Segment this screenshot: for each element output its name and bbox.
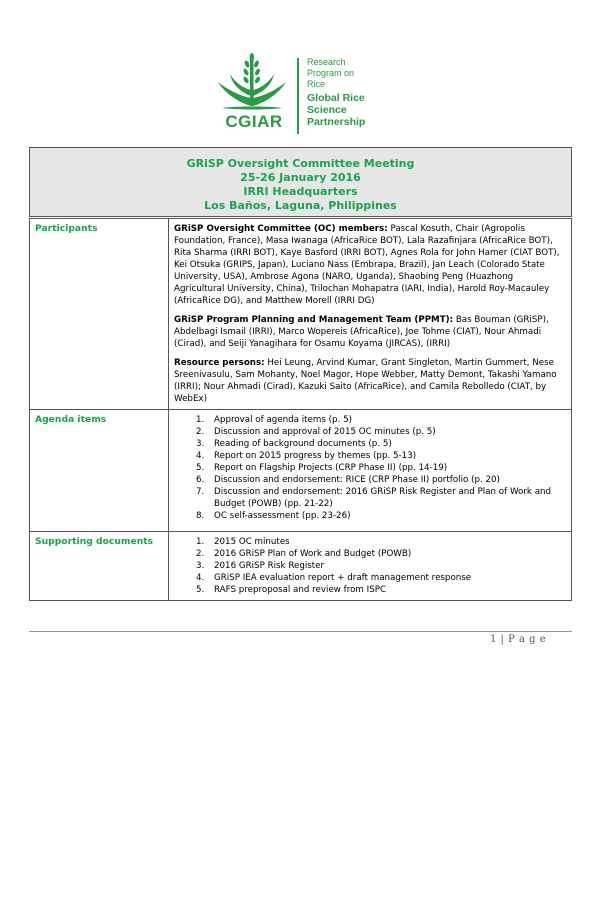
list-item: [196, 572, 566, 584]
list-item: [196, 474, 566, 486]
logo-line-science: Science: [307, 104, 347, 116]
page-number: 1 | P a g e: [490, 634, 547, 645]
list-item: [196, 536, 566, 548]
list-item: [196, 462, 566, 474]
logo-wordmark: CGIAR: [225, 112, 283, 131]
oc-heading: GRiSP Oversight Committee (OC) members:: [174, 224, 388, 234]
item-text: Discussion and endorsement: 2016 GRiSP Risk Register and Plan of Work and Budget (POWB) (pp. 21-22): [214, 487, 552, 509]
item-text: Report on 2015 progress by themes (pp. 5-13): [214, 451, 417, 461]
list-item: [196, 426, 566, 438]
meeting-title: GRiSP Oversight Committee Meeting: [186, 157, 415, 170]
list-item: [196, 414, 566, 426]
list-item: [196, 438, 566, 450]
participants-label: Participants: [30, 219, 169, 410]
agenda-row: [30, 410, 572, 532]
logo-line-program: Program on: [307, 68, 355, 78]
item-text: Reading of background documents (p. 5): [214, 439, 392, 449]
item-number: 2.: [196, 427, 205, 437]
item-text: Discussion and endorsement: RICE (CRP Phase II) portfolio (p. 20): [214, 475, 500, 485]
item-text: OC self-assessment (pp. 23-26): [214, 511, 351, 521]
cgiar-logo: [212, 52, 392, 136]
ppmt-heading: GRiSP Program Planning and Management Team (PPMT):: [174, 315, 454, 325]
item-number: 3.: [196, 439, 205, 449]
logo-line-global-rice: Global Rice: [307, 92, 365, 104]
list-item: [196, 510, 566, 522]
item-number: 5.: [196, 585, 205, 595]
logo-text: [307, 57, 365, 128]
agenda-content: [169, 410, 572, 532]
item-text: GRiSP IEA evaluation report + draft management response: [214, 573, 472, 583]
item-text: 2015 OC minutes: [214, 537, 290, 547]
oc-members: [174, 223, 566, 307]
supporting-list: [174, 536, 566, 596]
meeting-location: Los Baños, Laguna, Philippines: [204, 199, 397, 212]
resource-persons: [174, 357, 566, 405]
item-number: 3.: [196, 561, 205, 571]
item-number: 7.: [196, 487, 205, 497]
meeting-venue: IRRI Headquarters: [243, 185, 358, 198]
item-number: 6.: [196, 475, 205, 485]
item-text: Report on Flagship Projects (CRP Phase II) (pp. 14-19): [214, 463, 448, 473]
oc-text: Pascal Kosuth, Chair (Agropolis Foundation, France), Masa Iwanaga (AfricaRice BOT), Lala Razafinjara (AfricaRice BOT), Rita Sharma (IRRI BOT), Kaye Basford (IRRI BOT), Agnes Rola for John Hamer (CIAT BOT), Kei Otsuka (GRIPS, Japan), Luciano Nass (Embrapa, Brazil), Jan Leach (Colorado State University, USA), Ambrose Agona (NARO, Uganda), Shaobing Peng (Huazhong Agricultural University, China), Trilochan Mohapatra (IARI, India), Harold Roy-Macauley (AfricaRice DG), and Matthew Morell (IRRI DG): [174, 224, 560, 306]
list-item: [196, 584, 566, 596]
agenda-list: [174, 414, 566, 522]
logo-line-partnership: Partnership: [307, 116, 366, 128]
item-number: 8.: [196, 511, 205, 521]
item-text: Approval of agenda items (p. 5): [214, 415, 352, 425]
list-item: [196, 548, 566, 560]
supporting-row: [30, 532, 572, 601]
item-number: 4.: [196, 451, 205, 461]
list-item: [196, 560, 566, 572]
supporting-label: Supporting documents: [30, 532, 169, 601]
meeting-header: [29, 147, 572, 217]
logo-line-rice: Rice: [307, 79, 326, 89]
resource-heading: Resource persons:: [174, 358, 265, 368]
participants-row: [30, 219, 572, 410]
supporting-content: [169, 532, 572, 601]
item-number: 5.: [196, 463, 205, 473]
list-item: [196, 450, 566, 462]
list-item: [196, 486, 566, 510]
item-text: Discussion and approval of 2015 OC minutes (p. 5): [214, 427, 436, 437]
meeting-details-table: [29, 218, 572, 601]
ppmt-members: [174, 314, 566, 350]
agenda-label: Agenda items: [30, 410, 169, 532]
footer-divider: [29, 631, 572, 632]
item-text: 2016 GRiSP Risk Register: [214, 561, 325, 571]
item-number: 1.: [196, 415, 205, 425]
resource-text: Hei Leung, Arvind Kumar, Grant Singleton, Martin Gummert, Nese Sreenivasulu, Sam Mohanty, Noel Magor, Hope Webber, Matty Demont, Takashi Yamano (IRRI); Nour Ahmadi (Cirad), Kazuki Saito (AfricaRice), and Camila Rebolledo (CIAT, by WebEx): [174, 358, 557, 404]
item-text: RAFS preproposal and review from ISPC: [214, 585, 387, 595]
item-text: 2016 GRiSP Plan of Work and Budget (POWB): [214, 549, 412, 559]
item-number: 1.: [196, 537, 205, 547]
logo-line-research: Research: [307, 57, 346, 67]
item-number: 4.: [196, 573, 205, 583]
meeting-dates: 25-26 January 2016: [240, 171, 361, 184]
participants-content: [169, 219, 572, 410]
item-number: 2.: [196, 549, 205, 559]
ppmt-text: Bas Bouman (GRiSP), Abdelbagi Ismail (IRRI), Marco Wopereis (AfricaRice), Joe Tohme (CIAT), Nour Ahmadi (Cirad), and Seiji Yanagihara for Osamu Koyama (JIRCAS), (IRRI): [174, 315, 549, 349]
logo-divider: [297, 58, 299, 134]
